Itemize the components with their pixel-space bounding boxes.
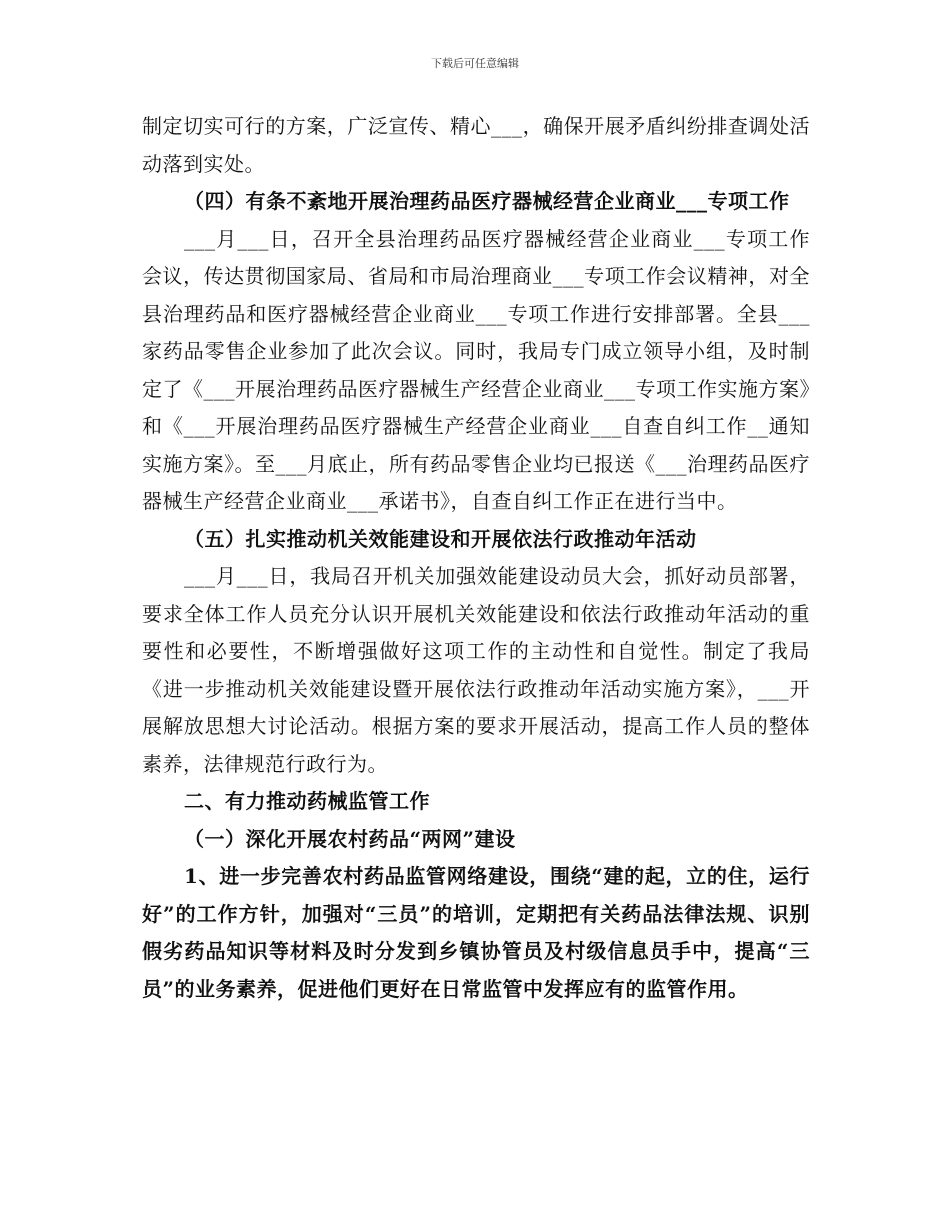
subsection-heading-1: （一）深化开展农村药品“两网”建设 [184, 826, 516, 851]
paragraph-section-5-body: ___月___日，我局召开机关加强效能建设动员大会，抓好动员部署，要求全体工作人员充分认识开展机关效能建设和依法行政推动年活动的重要性和必要性，不断增强做好这项工作的主动性和自觉性。制定了我局《进一步推动机关效能建设暨开展依法行政推动年活动实施方案》，___开展解放思想大讨论活动。根据方案的要求开展活动，提高工作人员的整体素养，法律规范行政行为。 [142, 564, 810, 776]
document-body [142, 108, 810, 1008]
paragraph-section-4-body: ___月___日，召开全县治理药品医疗器械经营企业商业___专项工作会议，传达贯彻国家局、省局和市局治理商业___专项工作会议精神，对全县治理药品和医疗器械经营企业商业___专项工作进行安排部署。全县___家药品零售企业参加了此次会议。同时，我局专门成立领导小组，及时制定了《___开展治理药品医疗器械生产经营企业商业___专项工作实施方案》和《___开展治理药品医疗器械生产经营企业商业___自查自纠工作__通知实施方案》。至___月底止，所有药品零售企业均已报送《___治理药品医疗器械生产经营企业商业___承诺书》，自查自纠工作正在进行当中。 [142, 226, 810, 513]
chapter-heading-2: 二、有力推动药械监管工作 [184, 789, 430, 813]
section-heading-4: （四）有条不紊地开展治理药品医疗器械经营企业商业___专项工作 [184, 189, 790, 213]
section-heading-5: （五）扎实推动机关效能建设和开展依法行政推动年活动 [184, 526, 697, 551]
page-header-note: 下载后可任意编辑 [431, 57, 519, 70]
paragraph-item-1: 1、进一步完善农村药品监管网络建设，围绕“建的起，立的住，运行好”的工作方针，加强对“三员”的培训，定期把有关药品法律法规、识别假劣药品知识等材料及时分发到乡镇协管员及村级信息员手中，提高“三员”的业务素养，促进他们更好在日常监管中发挥应有的监管作用。 [142, 864, 810, 1001]
paragraph-continuation: 制定切实可行的方案，广泛宣传、精心___，确保开展矛盾纠纷排查调处活动落到实处。 [142, 114, 810, 176]
